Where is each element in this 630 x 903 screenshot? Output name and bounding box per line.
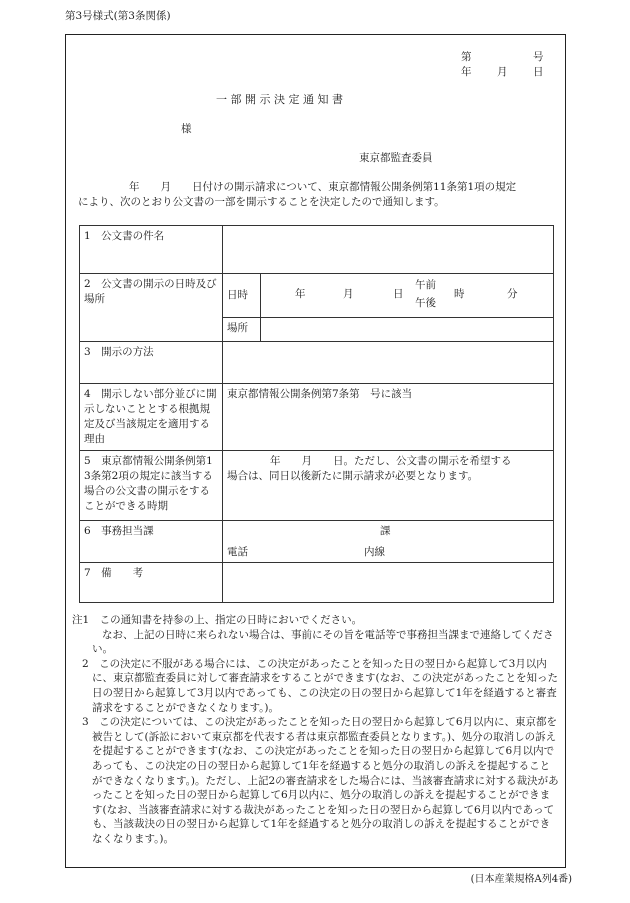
table-row bbox=[80, 384, 554, 451]
table-row bbox=[80, 274, 554, 318]
paper-size-note: (日本産業規格A列4番) bbox=[470, 874, 572, 885]
datetime-am: 午前 bbox=[415, 279, 436, 291]
item-remarks-value bbox=[223, 563, 554, 603]
datetime-label: 日時 bbox=[223, 274, 261, 318]
note-1-continued: なお、上記の日時に来られない場合は、事前にその旨を電話等で事務担当課まで連絡してください。 bbox=[92, 628, 554, 656]
table-row bbox=[80, 521, 554, 563]
item-disclosure-timing-value bbox=[223, 451, 554, 521]
item-method-value bbox=[223, 342, 554, 384]
addressee-suffix: 様 bbox=[181, 123, 192, 135]
datetime-hour: 時 bbox=[454, 288, 465, 300]
table-row bbox=[80, 451, 554, 521]
table-row bbox=[80, 563, 554, 603]
place-value bbox=[261, 318, 554, 342]
datetime-month: 月 bbox=[343, 288, 354, 300]
datetime-day: 日 bbox=[393, 288, 404, 300]
datetime-minute: 分 bbox=[507, 288, 518, 300]
date-year-label: 年 bbox=[461, 66, 472, 78]
document-title: 一 部 開 示 決 定 通 知 書 bbox=[216, 93, 343, 106]
item-subject-label: 1 公文書の件名 bbox=[80, 226, 223, 274]
department-section: 課 bbox=[380, 525, 391, 537]
item-nondisclosure-value: 東京都情報公開条例第7条第 号に該当 bbox=[223, 384, 554, 451]
date-day-label: 日 bbox=[533, 66, 544, 78]
item-department-value bbox=[223, 521, 554, 563]
datetime-year: 年 bbox=[295, 288, 306, 300]
item-subject-value bbox=[223, 226, 554, 274]
notes-section bbox=[72, 613, 560, 847]
table-row bbox=[80, 342, 554, 384]
date-month-label: 月 bbox=[497, 66, 508, 78]
timing-text-line2: 場合は、同日以後新たに開示請求が必要となります。 bbox=[227, 470, 479, 482]
sender-name: 東京都監査委員 bbox=[359, 152, 433, 164]
department-phone: 電話 bbox=[227, 546, 248, 558]
note-2: 2 この決定に不服がある場合には、この決定があったことを知った日の翌日から起算して3月以内に、東京都監査委員に対して審査請求をすることができます(なお、この決定があったことを知った日の翌日から起算して3月以内であっても、この決定の日の翌日から起算して1年を経過すると審査請求をすることができなくなります。)。 bbox=[82, 657, 558, 714]
item-department-label: 6 事務担当課 bbox=[80, 521, 223, 563]
timing-text-line1: 年 月 日。ただし、公文書の開示を希望する bbox=[270, 455, 512, 467]
place-label: 場所 bbox=[223, 318, 261, 342]
note-1: 注1 この通知書を持参の上、指定の日時においでください。 bbox=[72, 614, 363, 626]
item-disclosure-timing-label: 5 東京都情報公開条例第13条第2項の規定に該当する場合の公文書の開示をすることができる時期 bbox=[80, 451, 223, 521]
notice-number-label: 第 bbox=[461, 51, 472, 63]
table-row bbox=[80, 226, 554, 274]
item-nondisclosure-label: 4 開示しない部分並びに開示しないこととする根拠規定及び当該規定を適用する理由 bbox=[80, 384, 223, 451]
form-number-label: 第3号様式(第3条関係) bbox=[65, 10, 171, 22]
notice-form bbox=[65, 34, 566, 868]
intro-text-line1: 年 月 日付けの開示請求について、東京都情報公開条例第11条第1項の規定 bbox=[129, 181, 517, 193]
item-datetime-place-label: 2 公文書の開示の日時及び場所 bbox=[80, 274, 223, 342]
note-3: 3 この決定については、この決定があったことを知った日の翌日から起算して6月以内に、東京都を被告として(訴訟において東京都を代表する者は東京都監査委員となります。)、処分の取消しの訴えを提起することができます(なお、この決定があったことを知った日の翌日から起算して6月以内であっても、この決定の日の翌日から起算して1年を経過すると処分の取消しの訴えを提起することができなくなります。)。ただし、上記2の審査請求をした場合には、当該審査請求に対する裁決があったことを知った日の翌日から起算して6月以内に、処分の取消しの訴えを提起することができます(なお、当該審査請求に対する裁決があったことを知った日の翌日から起算して6月以内であっても、当該裁決の日の翌日から起算して1年を経過すると処分の取消しの訴えを提起することができなくなります。)。 bbox=[82, 716, 559, 845]
datetime-value bbox=[261, 274, 554, 318]
item-remarks-label: 7 備 考 bbox=[80, 563, 223, 603]
notice-number-suffix: 号 bbox=[533, 51, 544, 63]
item-method-label: 3 開示の方法 bbox=[80, 342, 223, 384]
department-extension: 内線 bbox=[364, 546, 385, 558]
datetime-pm: 午後 bbox=[415, 297, 436, 309]
intro-text-line2: により、次のとおり公文書の一部を開示することを決定したので通知します。 bbox=[78, 196, 445, 208]
decision-table bbox=[79, 225, 554, 603]
